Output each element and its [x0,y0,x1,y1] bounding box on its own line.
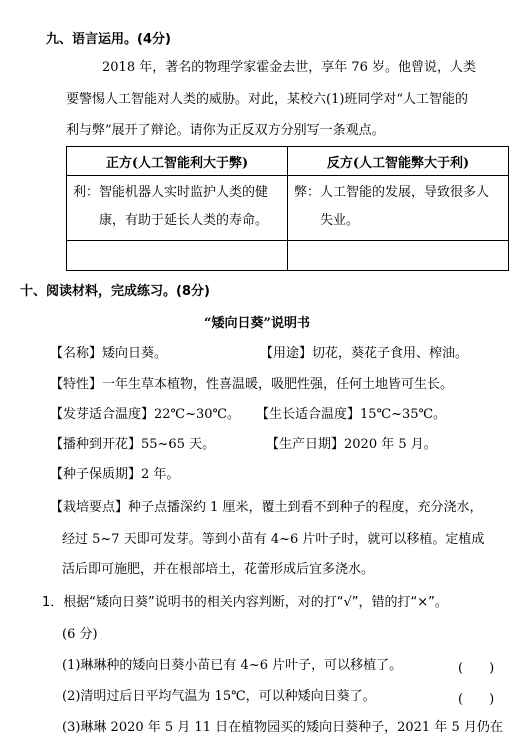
field-growth-temp: 【生长适合温度】15℃~35℃。 [256,407,447,422]
section-9-paragraph-line-3: 利与弊”展开了辩论。请你为正反双方分别写一条观点。 [66,123,385,138]
debate-table [66,146,509,271]
pro-answer-line-1: 利：智能机器人实时监护人类的健 [73,185,269,200]
empty-cell-left [67,241,288,271]
document-title: “矮向日葵”说明书 [204,316,310,331]
field-use: 【用途】切花，葵花子食用、榨油。 [260,346,469,361]
field-production-date: 【生产日期】2020 年 5 月。 [266,437,437,452]
cultivation-line-1: 【栽培要点】种子点播深约 1 厘米，覆土到看不到种子的程度，充分浇水， [50,500,483,515]
field-sow-to-bloom: 【播种到开花】55~65 天。 [50,437,216,452]
empty-cell-right [288,241,509,271]
section-9-paragraph-line-1: 2018 年，著名的物理学家霍金去世，享年 76 岁。他曾说，人类 [102,60,477,75]
item-3: (3)琳琳 2020 年 5 月 11 日在植物园买的矮向日葵种子，2021 年 5 月仍在 [62,720,503,735]
field-germination-temp: 【发芽适合温度】22℃~30℃。 [50,407,241,422]
section-9-paragraph-line-2: 要警惕人工智能对人类的威胁。对此，某校六(1)班同学对“人工智能的 [66,92,469,107]
section-9-title: 九、语言运用。(4分) [46,32,171,47]
item-1: (1)琳琳种的矮向日葵小苗已有 4~6 片叶子，可以移植了。 [62,658,403,673]
pro-answer-line-2: 康，有助于延长人类的寿命。 [99,213,269,228]
section-10-title: 十、阅读材料，完成练习。(8分) [20,284,210,299]
pro-answer-cell [67,176,288,241]
field-feature: 【特性】一年生草本植物，性喜温暖，吸肥性强，任何土地皆可生长。 [50,377,454,392]
con-answer-line-1: 弊：人工智能的发展，导致很多人 [294,185,490,200]
item-2: (2)清明过后日平均气温为 15℃，可以种矮向日葵了。 [62,689,376,704]
con-answer-cell [288,176,509,241]
question-1-text: 1．根据“矮向日葵”说明书的相关内容判断，对的打“√”，错的打“×”。 [42,595,448,610]
answer-parens-2[interactable]: ( ) [458,692,495,707]
field-name: 【名称】矮向日葵。 [50,346,168,361]
question-1-score: (6 分) [62,627,98,642]
pro-header: 正方(人工智能利大于弊) [67,147,288,176]
con-answer-line-2: 失业。 [320,213,360,228]
cultivation-line-2: 经过 5~7 天即可发芽。等到小苗有 4~6 片叶子时，就可以移植。定植成 [62,532,485,547]
field-shelf-life: 【种子保质期】2 年。 [50,467,180,482]
cultivation-line-3: 活后即可施肥，并在根部培土，花蕾形成后宜多浇水。 [62,562,375,577]
con-header: 反方(人工智能弊大于利) [288,147,509,176]
answer-parens-1[interactable]: ( ) [458,661,495,676]
